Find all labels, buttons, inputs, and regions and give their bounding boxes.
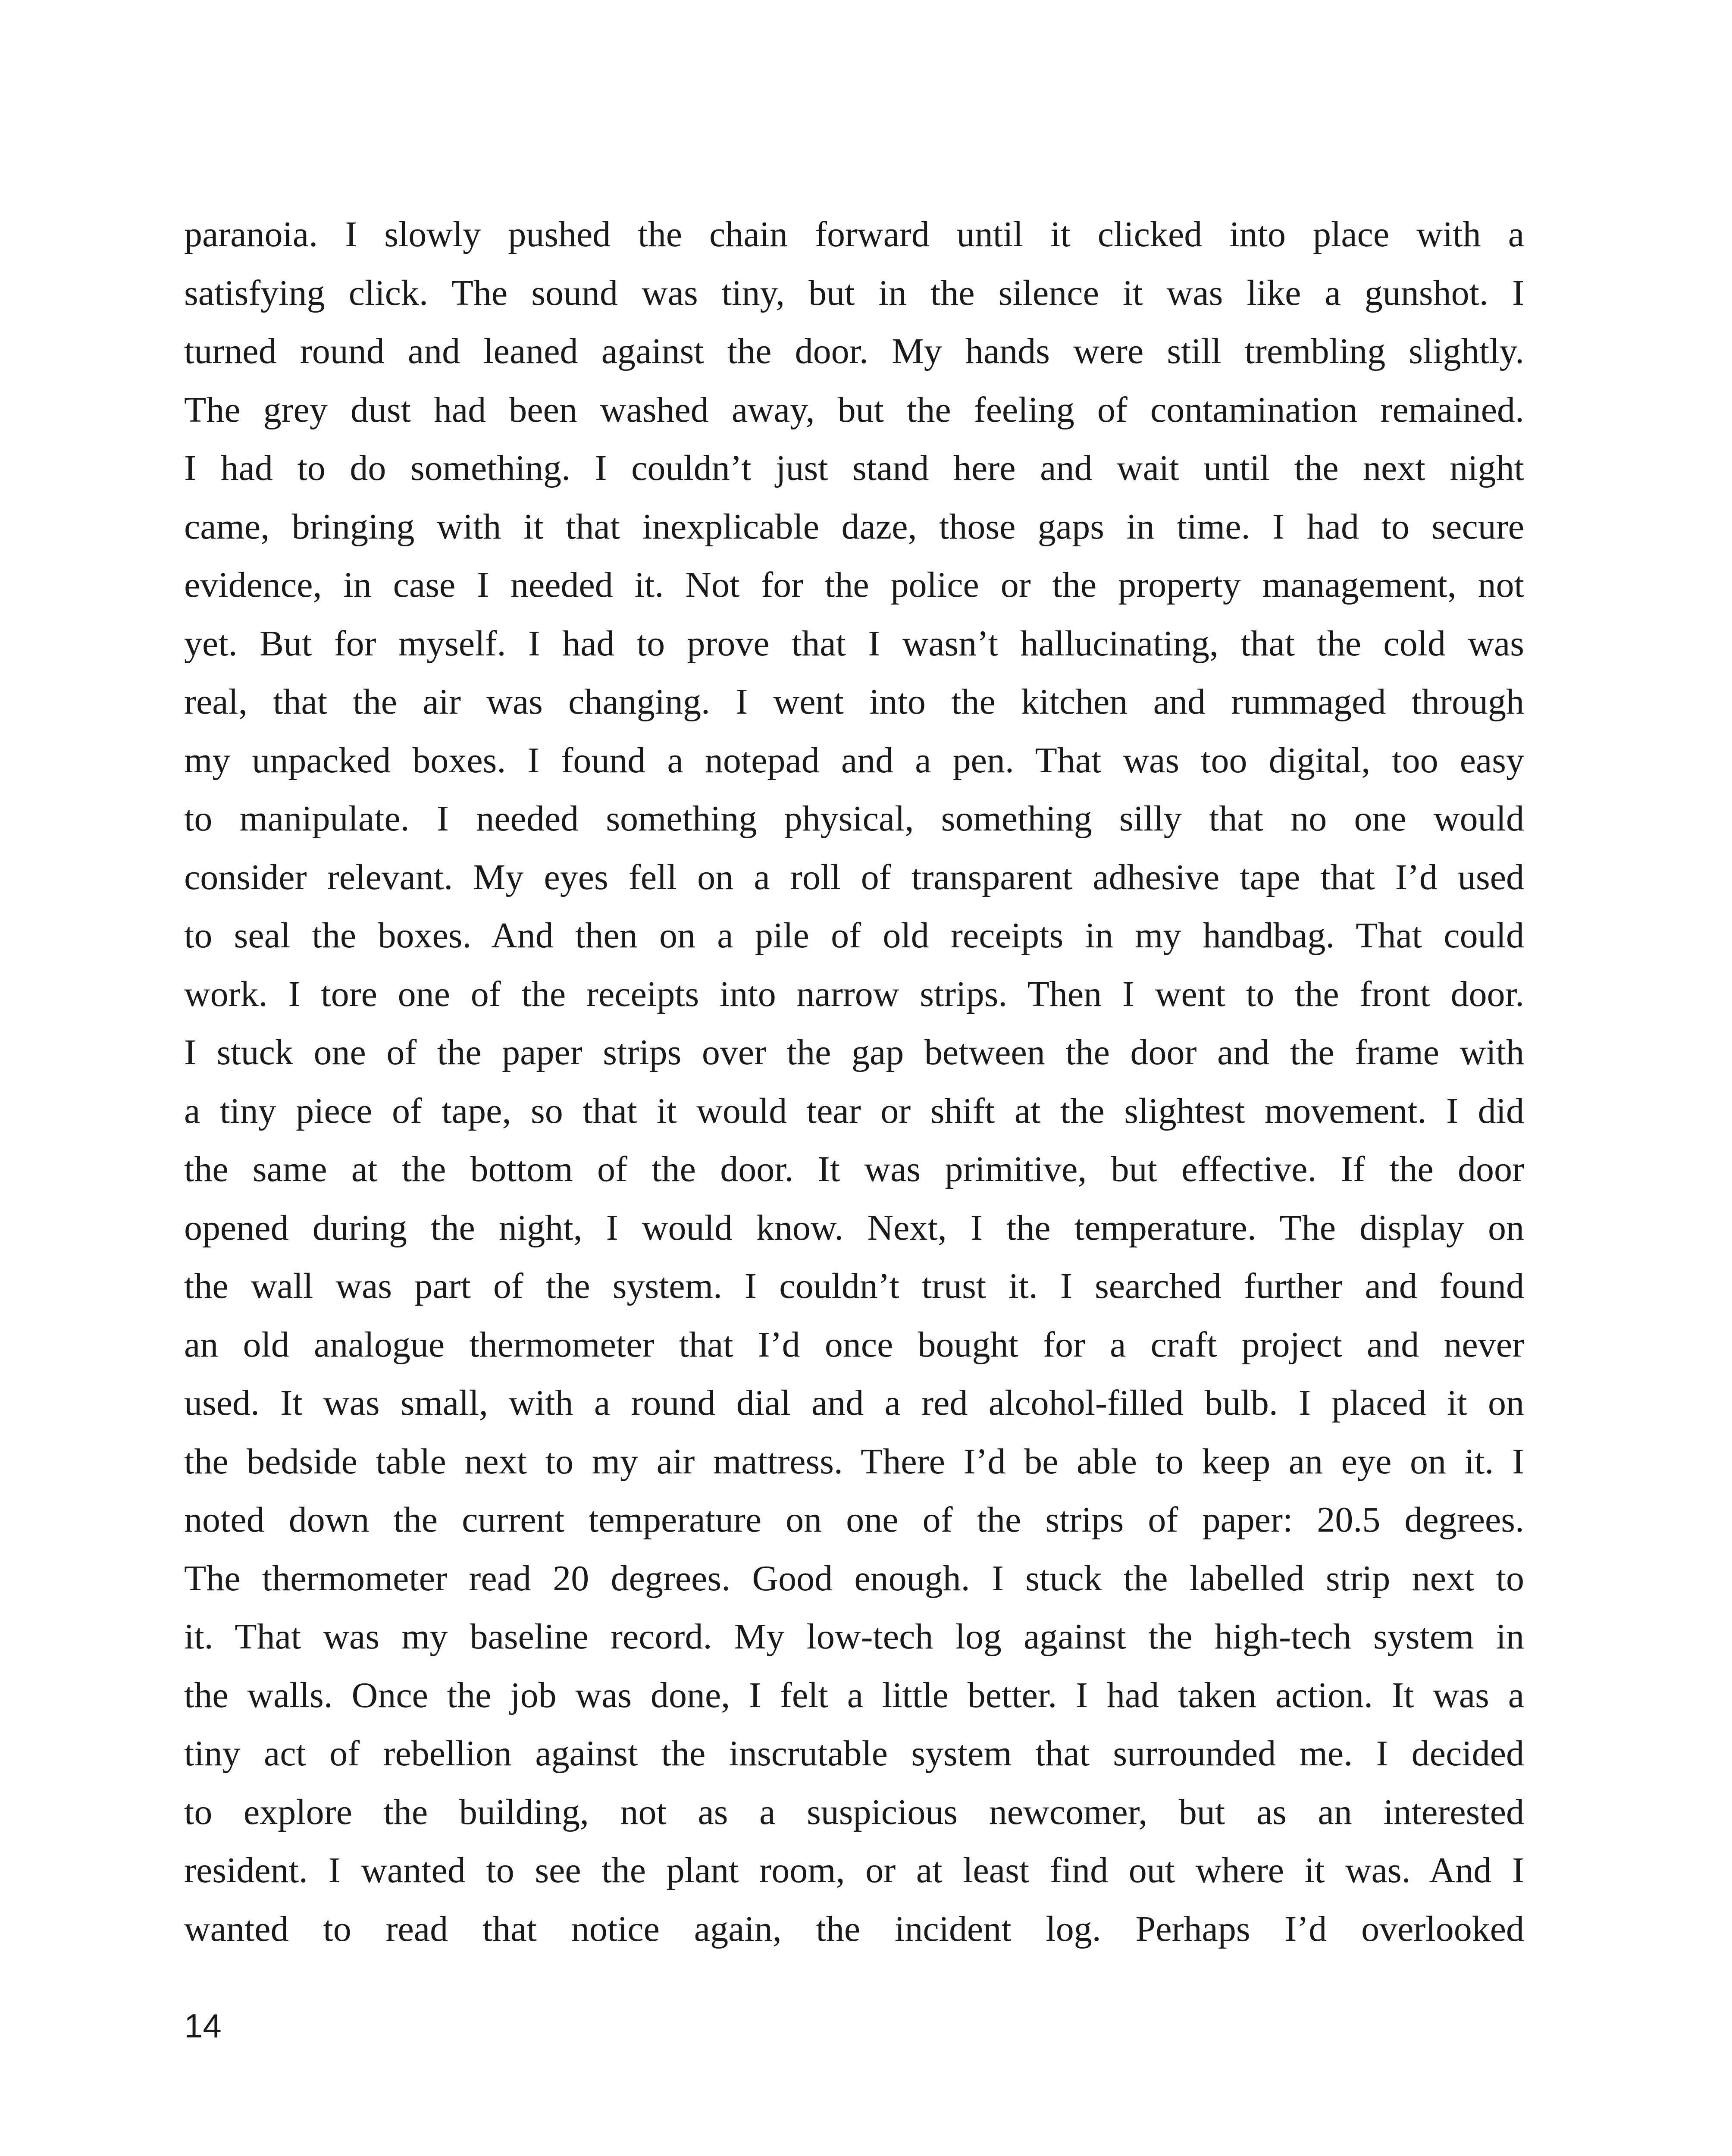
text-line: my unpacked boxes. I found a notepad and a pen. That was too digital, too easy <box>184 740 1524 780</box>
text-line: paranoia. I slowly pushed the chain forward until it clicked into place with a <box>184 214 1524 254</box>
text-line: resident. I wanted to see the plant room, or at least find out where it was. And I <box>184 1850 1524 1890</box>
text-line: the walls. Once the job was done, I felt a little better. I had taken action. It was a <box>184 1675 1524 1715</box>
text-line: evidence, in case I needed it. Not for the police or the property management, not <box>184 565 1524 605</box>
page-number: 14 <box>184 2007 222 2045</box>
text-line: noted down the current temperature on one of the strips of paper: 20.5 degrees. <box>184 1500 1524 1540</box>
text-line: to explore the building, not as a suspicious newcomer, but as an interested <box>184 1792 1524 1832</box>
text-line: wanted to read that notice again, the incident log. Perhaps I’d overlooked <box>184 1908 1524 1949</box>
text-line: a tiny piece of tape, so that it would tear or shift at the slightest movement. I did <box>184 1091 1524 1131</box>
text-line: tiny act of rebellion against the inscrutable system that surrounded me. I decided <box>184 1733 1524 1774</box>
text-line: I had to do something. I couldn’t just stand here and wait until the next night <box>184 448 1524 488</box>
text-line: real, that the air was changing. I went into the kitchen and rummaged through <box>184 682 1524 722</box>
text-line: yet. But for myself. I had to prove that I wasn’t hallucinating, that the cold was <box>184 623 1524 664</box>
body-text <box>184 205 1524 1958</box>
text-line: an old analogue thermometer that I’d once bought for a craft project and never <box>184 1324 1524 1365</box>
text-line: used. It was small, with a round dial and a red alcohol-filled bulb. I placed it on <box>184 1383 1524 1423</box>
text-line: the same at the bottom of the door. It was primitive, but effective. If the door <box>184 1149 1524 1189</box>
text-line: consider relevant. My eyes fell on a roll of transparent adhesive tape that I’d used <box>184 857 1524 897</box>
text-line: the wall was part of the system. I couldn’t trust it. I searched further and found <box>184 1266 1524 1306</box>
text-line: work. I tore one of the receipts into narrow strips. Then I went to the front door. <box>184 974 1524 1014</box>
text-line: The thermometer read 20 degrees. Good enough. I stuck the labelled strip next to <box>184 1558 1524 1598</box>
text-line: satisfying click. The sound was tiny, but in the silence it was like a gunshot. I <box>184 273 1524 313</box>
text-line: The grey dust had been washed away, but the feeling of contamination remained. <box>184 389 1524 430</box>
text-line: to seal the boxes. And then on a pile of old receipts in my handbag. That could <box>184 915 1524 956</box>
text-line: it. That was my baseline record. My low-tech log against the high-tech system in <box>184 1617 1524 1657</box>
text-line: to manipulate. I needed something physical, something silly that no one would <box>184 799 1524 839</box>
text-line: opened during the night, I would know. Next, I the temperature. The display on <box>184 1207 1524 1248</box>
text-line: turned round and leaned against the door. My hands were still trembling slightly. <box>184 331 1524 371</box>
text-line: I stuck one of the paper strips over the gap between the door and the frame with <box>184 1032 1524 1072</box>
text-line: came, bringing with it that inexplicable daze, those gaps in time. I had to secure <box>184 506 1524 547</box>
text-line: the bedside table next to my air mattress. There I’d be able to keep an eye on it. I <box>184 1441 1524 1482</box>
